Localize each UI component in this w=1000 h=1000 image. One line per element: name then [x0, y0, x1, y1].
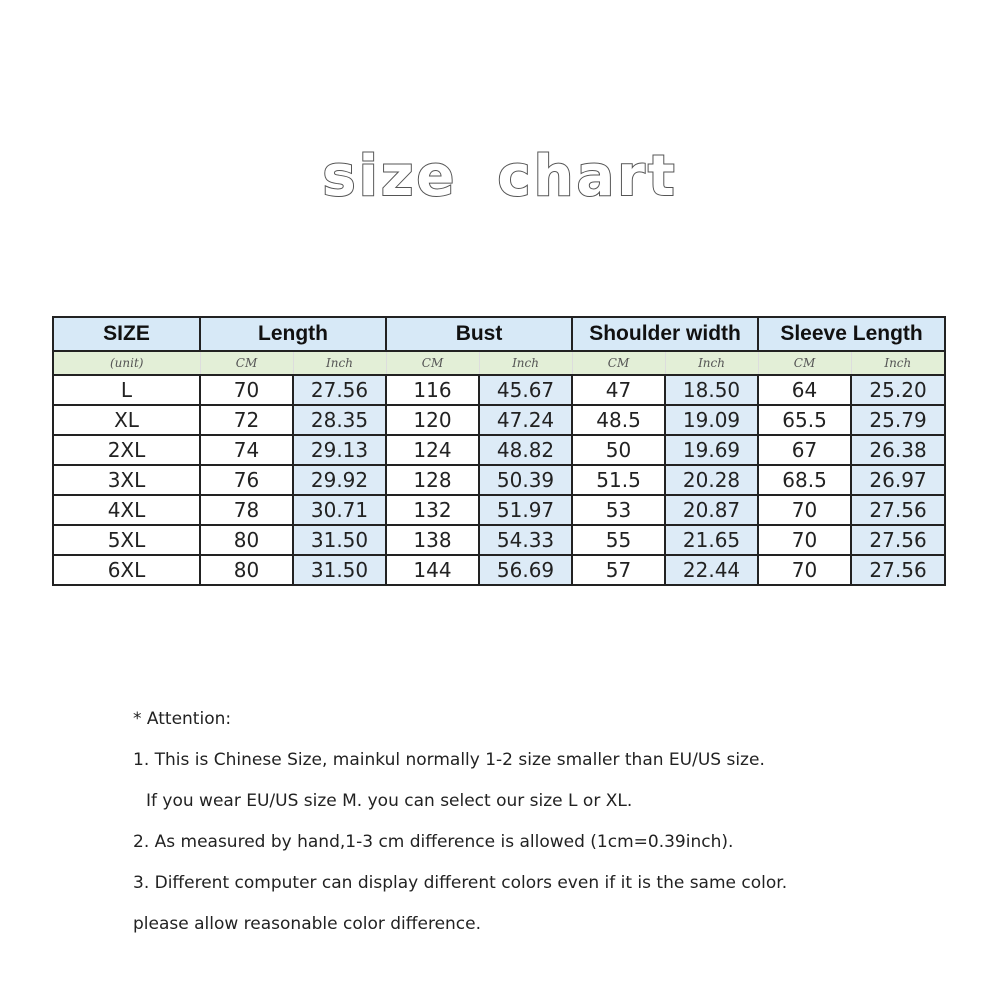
table-row	[53, 405, 945, 435]
length-inch-cell: 31.50	[293, 555, 386, 585]
bust-inch-cell: 48.82	[479, 435, 572, 465]
sleeve-cm-cell: 67	[758, 435, 851, 465]
bust-inch-cell: 54.33	[479, 525, 572, 555]
size-cell: 5XL	[53, 525, 200, 555]
bust-inch-cell: 51.97	[479, 495, 572, 525]
shoulder-cm-cell: 48.5	[572, 405, 665, 435]
unit-inch: Inch	[479, 351, 572, 375]
header-bust: Bust	[386, 317, 572, 351]
shoulder-inch-cell: 19.69	[665, 435, 758, 465]
length-cm-cell: 74	[200, 435, 293, 465]
table-row	[53, 525, 945, 555]
bust-cm-cell: 132	[386, 495, 479, 525]
shoulder-inch-cell: 20.87	[665, 495, 758, 525]
sleeve-cm-cell: 70	[758, 555, 851, 585]
sleeve-cm-cell: 64	[758, 375, 851, 405]
length-inch-cell: 30.71	[293, 495, 386, 525]
unit-inch: Inch	[293, 351, 386, 375]
sleeve-cm-cell: 65.5	[758, 405, 851, 435]
length-inch-cell: 28.35	[293, 405, 386, 435]
shoulder-cm-cell: 47	[572, 375, 665, 405]
header-sleeve-length: Sleeve Length	[758, 317, 945, 351]
length-cm-cell: 78	[200, 495, 293, 525]
shoulder-inch-cell: 21.65	[665, 525, 758, 555]
header-row	[53, 317, 945, 351]
length-cm-cell: 70	[200, 375, 293, 405]
page-title	[0, 142, 1000, 212]
length-cm-cell: 76	[200, 465, 293, 495]
unit-cm: CM	[386, 351, 479, 375]
shoulder-inch-cell: 22.44	[665, 555, 758, 585]
table-row	[53, 375, 945, 405]
bust-cm-cell: 128	[386, 465, 479, 495]
unit-inch: Inch	[851, 351, 945, 375]
size-cell: 3XL	[53, 465, 200, 495]
table-row	[53, 435, 945, 465]
sleeve-inch-cell: 25.20	[851, 375, 945, 405]
unit-cm: CM	[200, 351, 293, 375]
bust-inch-cell: 45.67	[479, 375, 572, 405]
shoulder-inch-cell: 19.09	[665, 405, 758, 435]
header-size: SIZE	[53, 317, 200, 351]
table-row	[53, 555, 945, 585]
table-row	[53, 495, 945, 525]
length-inch-cell: 27.56	[293, 375, 386, 405]
bust-inch-cell: 50.39	[479, 465, 572, 495]
bust-cm-cell: 144	[386, 555, 479, 585]
sleeve-inch-cell: 27.56	[851, 555, 945, 585]
length-cm-cell: 80	[200, 525, 293, 555]
table-row	[53, 465, 945, 495]
note-item: 3. Different computer can display different colors even if it is the same color.	[133, 873, 788, 893]
bust-cm-cell: 120	[386, 405, 479, 435]
bust-cm-cell: 116	[386, 375, 479, 405]
shoulder-cm-cell: 50	[572, 435, 665, 465]
length-inch-cell: 31.50	[293, 525, 386, 555]
attention-notes	[133, 706, 953, 952]
sleeve-cm-cell: 70	[758, 525, 851, 555]
sleeve-inch-cell: 25.79	[851, 405, 945, 435]
sleeve-inch-cell: 26.38	[851, 435, 945, 465]
size-cell: L	[53, 375, 200, 405]
unit-label: (unit)	[53, 351, 200, 375]
title-word-chart: chart	[497, 144, 678, 209]
units-row	[53, 351, 945, 375]
size-cell: 2XL	[53, 435, 200, 465]
note-item: 1. This is Chinese Size, mainkul normally 1-2 size smaller than EU/US size.	[133, 750, 765, 770]
size-cell: XL	[53, 405, 200, 435]
sleeve-inch-cell: 26.97	[851, 465, 945, 495]
length-cm-cell: 80	[200, 555, 293, 585]
length-cm-cell: 72	[200, 405, 293, 435]
sleeve-inch-cell: 27.56	[851, 525, 945, 555]
shoulder-inch-cell: 20.28	[665, 465, 758, 495]
unit-inch: Inch	[665, 351, 758, 375]
shoulder-cm-cell: 53	[572, 495, 665, 525]
size-cell: 6XL	[53, 555, 200, 585]
note-item: 2. As measured by hand,1-3 cm difference is allowed (1cm=0.39inch).	[133, 832, 734, 852]
length-inch-cell: 29.13	[293, 435, 386, 465]
size-chart-table	[52, 316, 946, 586]
note-item: please allow reasonable color difference.	[133, 914, 482, 934]
header-length: Length	[200, 317, 386, 351]
sleeve-inch-cell: 27.56	[851, 495, 945, 525]
unit-cm: CM	[758, 351, 851, 375]
note-item: If you wear EU/US size M. you can select our size L or XL.	[146, 791, 633, 811]
header-shoulder-width: Shoulder width	[572, 317, 758, 351]
shoulder-inch-cell: 18.50	[665, 375, 758, 405]
bust-inch-cell: 47.24	[479, 405, 572, 435]
length-inch-cell: 29.92	[293, 465, 386, 495]
sleeve-cm-cell: 70	[758, 495, 851, 525]
bust-inch-cell: 56.69	[479, 555, 572, 585]
unit-cm: CM	[572, 351, 665, 375]
shoulder-cm-cell: 57	[572, 555, 665, 585]
shoulder-cm-cell: 51.5	[572, 465, 665, 495]
sleeve-cm-cell: 68.5	[758, 465, 851, 495]
size-cell: 4XL	[53, 495, 200, 525]
note-heading: * Attention:	[133, 709, 232, 729]
bust-cm-cell: 138	[386, 525, 479, 555]
shoulder-cm-cell: 55	[572, 525, 665, 555]
title-word-size: size	[322, 144, 458, 209]
bust-cm-cell: 124	[386, 435, 479, 465]
